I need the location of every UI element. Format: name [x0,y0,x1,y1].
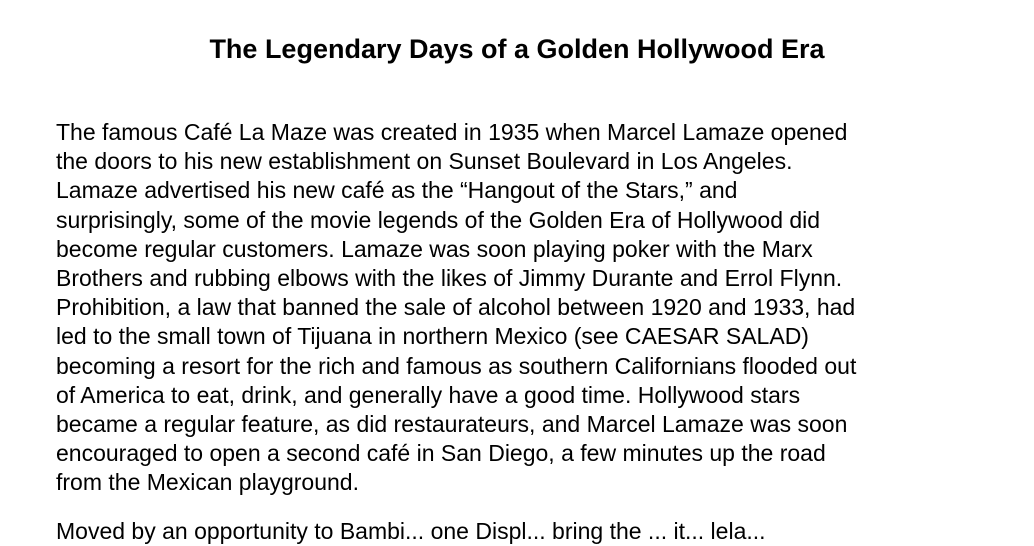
paragraph-line: the doors to his new establishment on Sunset Boulevard in Los Angeles. [56,148,793,175]
paragraph-line: became a regular feature, as did restaurateurs, and Marcel Lamaze was soon [56,411,848,438]
paragraph-line: encouraged to open a second café in San Diego, a few minutes up the road [56,440,826,467]
paragraph-line: become regular customers. Lamaze was soon playing poker with the Marx [56,235,813,262]
document-title: The Legendary Days of a Golden Hollywood Era [209,34,825,64]
paragraph-line: surprisingly, some of the movie legends of the Golden Era of Hollywood did [56,206,821,233]
paragraph-line: Lamaze advertised his new café as the “Hangout of the Stars,” and [56,177,738,204]
cut-off-line: Moved by an opportunity to Bambi... one Displ... bring the ... it... lela... [56,518,766,544]
paragraph-line: becoming a resort for the rich and famous as southern Californians flooded out [56,352,857,379]
paragraph-line: The famous Café La Maze was created in 1935 when Marcel Lamaze opened [56,119,848,145]
paragraph-line: Brothers and rubbing elbows with the likes of Jimmy Durante and Errol Flynn. [56,265,843,292]
paragraph-line: Prohibition, a law that banned the sale of alcohol between 1920 and 1933, had [56,294,856,321]
paragraph-line: of America to eat, drink, and generally have a good time. Hollywood stars [56,381,801,408]
paragraph-line: led to the small town of Tijuana in northern Mexico (see CAESAR SALAD) [56,323,809,350]
body-paragraph [56,118,856,498]
paragraph-line: from the Mexican playground. [56,469,359,496]
